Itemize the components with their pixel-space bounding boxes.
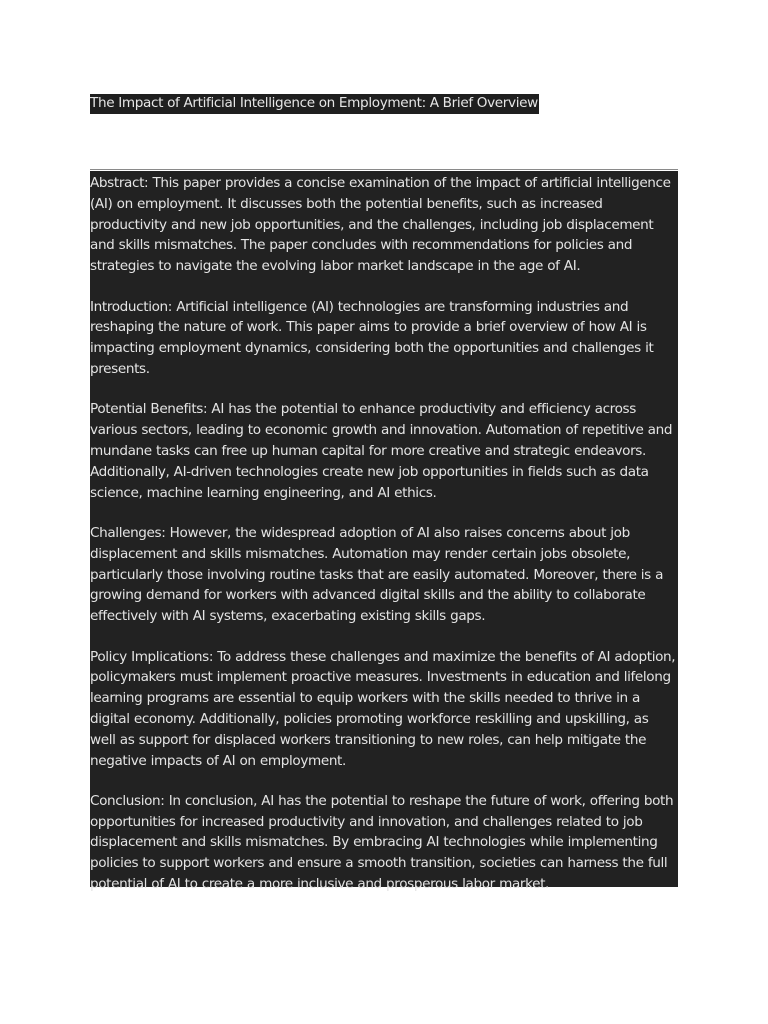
document-body bbox=[90, 171, 678, 893]
policy-implications-paragraph: Policy Implications: To address these challenges and maximize the benefits of AI adoption, policymakers must implement proactive measures. Investments in education and lifelong learning programs are essential to equip workers with the skills needed to thrive in a digital economy. Additionally, policies promoting workforce reskilling and upskilling, as well as support for displaced workers transitioning to new roles, can help mitigate the negative impacts of AI on employment. bbox=[90, 648, 676, 769]
introduction-paragraph: Introduction: Artificial intelligence (AI) technologies are transforming industries and reshaping the nature of work. This paper aims to provide a brief overview of how AI is impacting employment dynamics, considering both the opportunities and challenges it presents. bbox=[90, 298, 654, 377]
challenges-paragraph: Challenges: However, the widespread adoption of AI also raises concerns about job displacement and skills mismatches. Automation may render certain jobs obsolete, particularly those involving routine tasks that are easily automated. Moreover, there is a growing demand for workers with advanced digital skills and the ability to collaborate effectively with AI systems, exacerbating existing skills gaps. bbox=[90, 524, 664, 625]
potential-benefits-paragraph: Potential Benefits: AI has the potential to enhance productivity and efficiency across various sectors, leading to economic growth and innovation. Automation of repetitive and mundane tasks can free up human capital for more creative and strategic endeavors. Additionally, AI-driven technologies create new job opportunities in fields such as data science, machine learning engineering, and AI ethics. bbox=[90, 401, 673, 501]
selection-top-rule bbox=[90, 169, 678, 170]
conclusion-paragraph: Conclusion: In conclusion, AI has the potential to reshape the future of work, offering both opportunities for increased productivity and innovation, and challenges related to job displacement and skills mismatches. By embracing AI technologies while implementing policies to support workers and ensure a smooth transition, societies can harness the full potential of AI to create a more inclusive and prosperous labor market. bbox=[90, 792, 674, 893]
document-title: The Impact of Artificial Intelligence on Employment: A Brief Overview bbox=[90, 94, 539, 114]
abstract-paragraph: Abstract: This paper provides a concise examination of the impact of artificial intelligence (AI) on employment. It discusses both the potential benefits, such as increased productivity and new job opportunities, and the challenges, including job displacement and skills mismatches. The paper concludes with recommendations for policies and strategies to navigate the evolving labor market landscape in the age of AI. bbox=[90, 175, 671, 275]
